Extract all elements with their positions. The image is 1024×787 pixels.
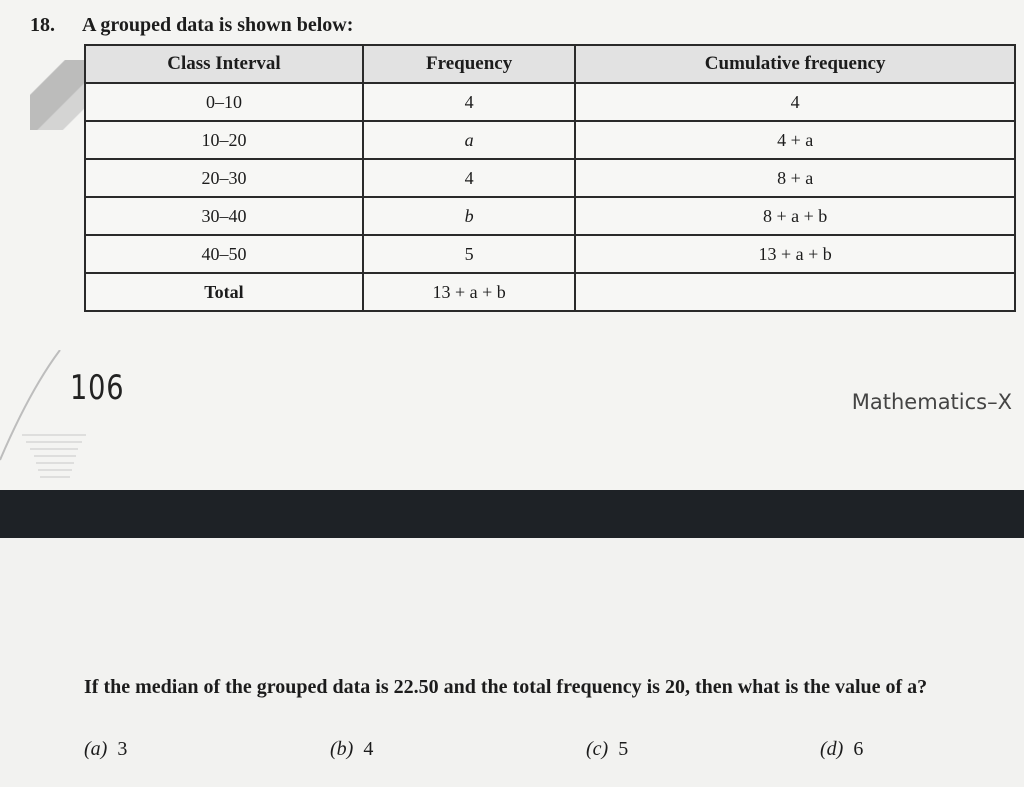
question-number: 18. xyxy=(30,14,55,36)
frequency-cell: a xyxy=(363,121,575,159)
frequency-cell: b xyxy=(363,197,575,235)
class-interval-cell: 20–30 xyxy=(85,159,363,197)
table-row xyxy=(85,159,1015,197)
option-value: 5 xyxy=(618,738,629,760)
cumulative-frequency-cell: 4 + a xyxy=(575,121,1015,159)
total-label-cell: Total xyxy=(85,273,363,311)
question-text: If the median of the grouped data is 22.50 and the total frequency is 20, then what is the value of a? xyxy=(84,676,928,698)
option-b[interactable] xyxy=(330,738,373,761)
frequency-cell: 5 xyxy=(363,235,575,273)
table-total-row xyxy=(85,273,1015,311)
option-c[interactable] xyxy=(586,738,628,761)
option-value: 3 xyxy=(117,738,128,760)
header-cumulative-frequency: Cumulative frequency xyxy=(575,45,1015,83)
option-a[interactable] xyxy=(84,738,127,761)
option-label: (c) xyxy=(586,738,609,760)
question-header xyxy=(30,14,353,37)
option-value: 4 xyxy=(363,738,374,760)
page-separator-band xyxy=(0,490,1024,538)
option-value: 6 xyxy=(853,738,864,760)
table-row xyxy=(85,235,1015,273)
total-cumulative-cell xyxy=(575,273,1015,311)
table-header-row xyxy=(85,45,1015,83)
frequency-cell: 4 xyxy=(363,83,575,121)
frequency-cell: 4 xyxy=(363,159,575,197)
class-interval-cell: 40–50 xyxy=(85,235,363,273)
subject-label: Mathematics–X xyxy=(851,390,1012,414)
page-number: 106 xyxy=(70,368,125,408)
table-row xyxy=(85,197,1015,235)
answer-options xyxy=(84,738,1004,768)
header-frequency: Frequency xyxy=(363,45,575,83)
cumulative-frequency-cell: 8 + a xyxy=(575,159,1015,197)
header-class-interval: Class Interval xyxy=(85,45,363,83)
option-label: (b) xyxy=(330,738,354,760)
cumulative-frequency-cell: 13 + a + b xyxy=(575,235,1015,273)
class-interval-cell: 30–40 xyxy=(85,197,363,235)
table-row xyxy=(85,83,1015,121)
class-interval-cell: 10–20 xyxy=(85,121,363,159)
option-d[interactable] xyxy=(820,738,863,761)
table-row xyxy=(85,121,1015,159)
cumulative-frequency-cell: 4 xyxy=(575,83,1015,121)
option-label: (a) xyxy=(84,738,108,760)
cumulative-frequency-cell: 8 + a + b xyxy=(575,197,1015,235)
question-intro: A grouped data is shown below: xyxy=(82,14,354,36)
grouped-data-table xyxy=(84,44,1016,312)
option-label: (d) xyxy=(820,738,844,760)
total-frequency-cell: 13 + a + b xyxy=(363,273,575,311)
class-interval-cell: 0–10 xyxy=(85,83,363,121)
